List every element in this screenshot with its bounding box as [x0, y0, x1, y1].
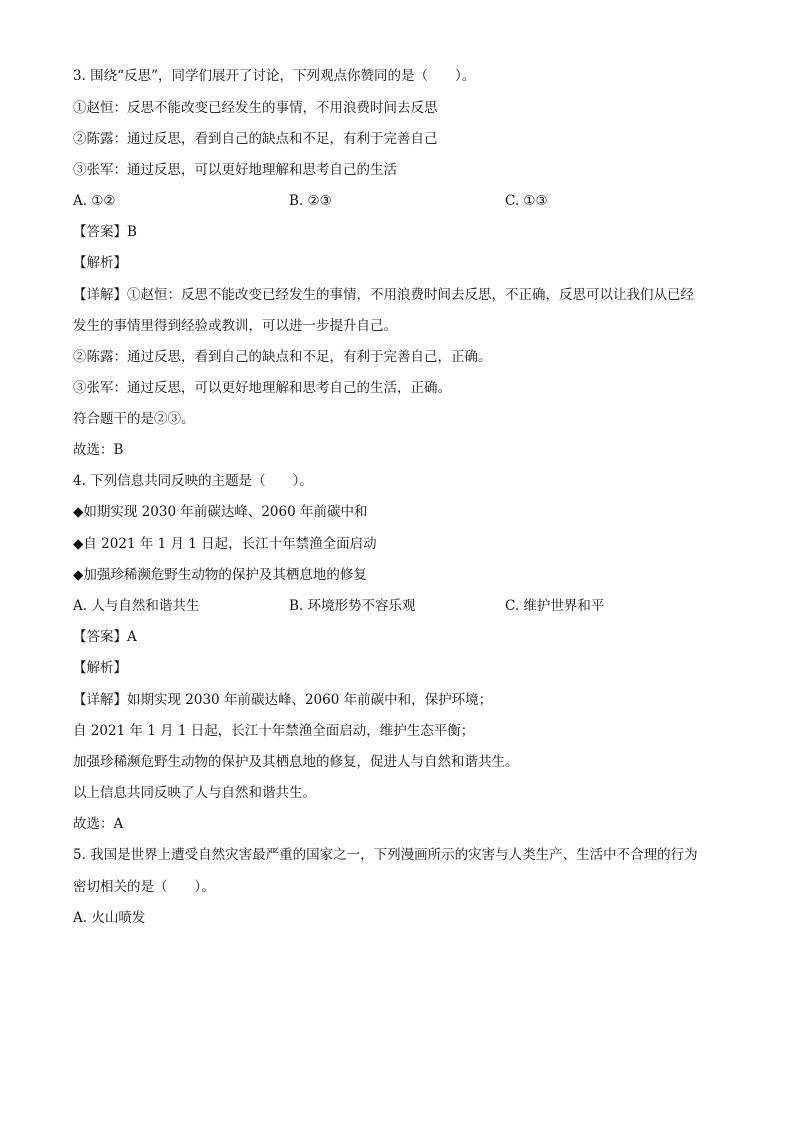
q3-analysis-heading: 【解析】	[73, 255, 127, 271]
q4-choice-b: B. 环境形势不容乐观	[289, 598, 416, 614]
q3-final-answer: 故选：B	[73, 442, 124, 458]
q4-choice-a: A. 人与自然和谐共生	[73, 598, 200, 614]
q4-item-3: ◆加强珍稀濒危野生动物的保护及其栖息地的修复	[73, 567, 367, 583]
q3-choice-b: B. ②③	[289, 193, 332, 209]
q3-detail-3: ②陈露：通过反思，看到自己的缺点和不足，有利于完善自己，正确。	[73, 349, 492, 365]
q5-stem-line-1: 5. 我国是世界上遭受自然灾害最严重的国家之一，下列漫画所示的灾害与人类生产、生活中不合理的行为	[73, 847, 698, 863]
q3-answer: 【答案】B	[73, 224, 137, 240]
q4-analysis-heading: 【解析】	[73, 660, 127, 676]
q3-detail-2: 发生的事情里得到经验或教训，可以进一步提升自己。	[73, 318, 397, 334]
q4-final-answer: 故选：A	[73, 816, 124, 832]
q3-detail-4: ③张军：通过反思，可以更好地理解和思考自己的生活，正确。	[73, 380, 451, 396]
q4-choices	[73, 596, 713, 616]
q3-choice-a: A. ①②	[73, 193, 116, 209]
q5-stem-line-2: 密切相关的是（ ）。	[73, 879, 215, 895]
q4-detail-3: 加强珍稀濒危野生动物的保护及其栖息地的修复，促进人与自然和谐共生。	[73, 754, 519, 770]
q3-option-2: ②陈露：通过反思，看到自己的缺点和不足，有利于完善自己	[73, 131, 438, 147]
q4-item-2: ◆自 2021 年 1 月 1 日起，长江十年禁渔全面启动	[73, 536, 377, 552]
q3-stem: 3. 围绕“反思”，同学们展开了讨论，下列观点你赞同的是（ ）。	[73, 68, 476, 84]
q3-choices	[73, 191, 713, 211]
q5-choice-a: A. 火山喷发	[73, 910, 146, 926]
q3-detail-1: 【详解】①赵恒：反思不能改变已经发生的事情，不用浪费时间去反思，不正确，反思可以让我们从已经	[73, 287, 694, 303]
q4-detail-1: 【详解】如期实现 2030 年前碳达峰、2060 年前碳中和，保护环境；	[73, 692, 493, 708]
q4-item-1: ◆如期实现 2030 年前碳达峰、2060 年前碳中和	[73, 504, 368, 520]
q3-option-3: ③张军：通过反思，可以更好地理解和思考自己的生活	[73, 162, 397, 178]
q3-choice-c: C. ①③	[505, 193, 548, 209]
q4-choice-c: C. 维护世界和平	[505, 598, 605, 614]
q3-option-1: ①赵恒：反思不能改变已经发生的事情，不用浪费时间去反思	[73, 100, 438, 116]
q4-detail-4: 以上信息共同反映了人与自然和谐共生。	[73, 785, 316, 801]
q4-answer: 【答案】A	[73, 629, 137, 645]
q4-detail-2: 自 2021 年 1 月 1 日起，长江十年禁渔全面启动，维护生态平衡；	[73, 723, 475, 739]
q3-detail-5: 符合题干的是②③。	[73, 411, 195, 427]
q4-stem: 4. 下列信息共同反映的主题是（ ）。	[73, 473, 313, 489]
